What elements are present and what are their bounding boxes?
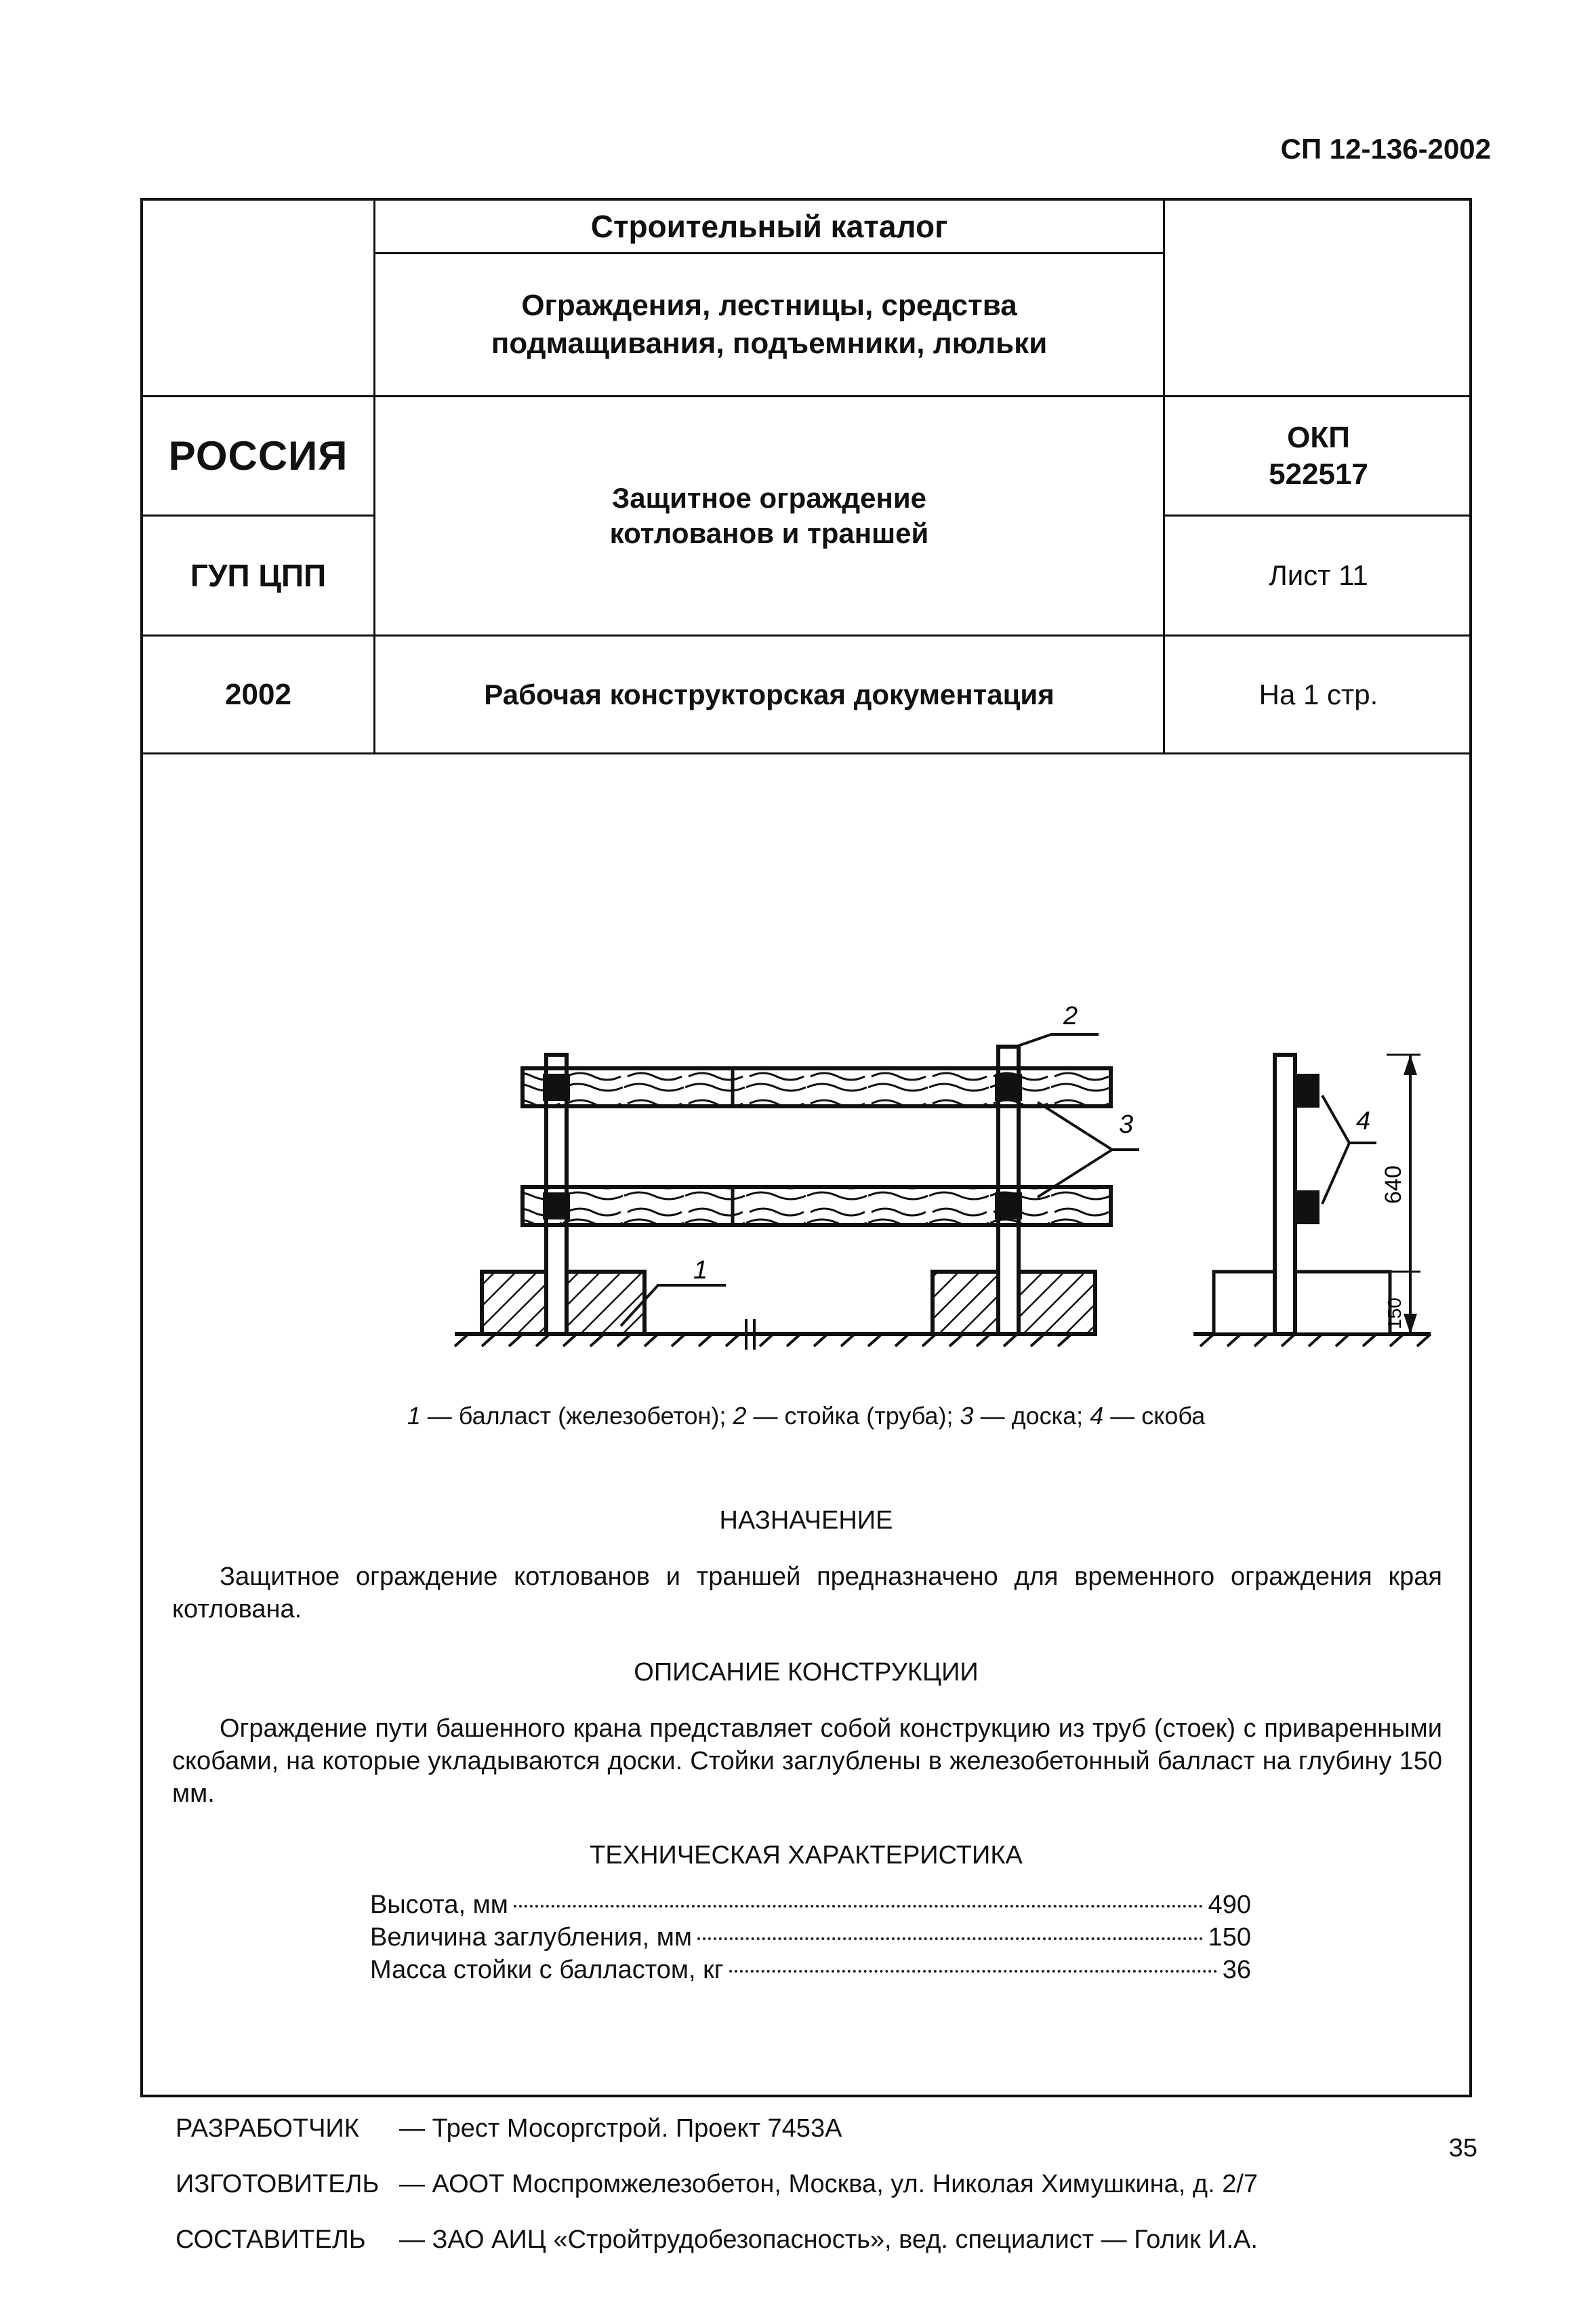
legend-text-3: — доска;	[973, 1402, 1090, 1430]
leader-dots	[514, 1905, 1203, 1908]
okp-block	[1165, 397, 1472, 515]
credit-text: — АООТ Моспромжелезобетон, Москва, ул. Николая Химушкина, д. 2/7	[399, 2170, 1259, 2198]
product-line-2: котлованов и траншей	[609, 517, 929, 549]
legend-text-2: — стойка (труба);	[746, 1402, 960, 1430]
credit-role: РАЗРАБОТЧИК	[176, 2114, 359, 2143]
legend-num-2: 2	[733, 1402, 747, 1430]
grid-line	[143, 752, 1472, 754]
credit-developer	[176, 2112, 1258, 2145]
legend-num-1: 1	[407, 1402, 421, 1430]
board-upper	[523, 1068, 1111, 1106]
document-type: Рабочая конструкторская документация	[484, 678, 1055, 710]
callout-leader-4	[1322, 1095, 1349, 1204]
legend-text-1: — балласт (железобетон);	[420, 1402, 733, 1430]
credit-role: СОСТАВИТЕЛЬ	[176, 2225, 366, 2254]
construction-text: Ограждение пути башенного крана представляет собой конструкцию из труб (стоек) с приваренными скобами, на которые укладываются доски. Стойки заглублены в железобетонный балласт на глубину 150 мм.	[172, 1714, 1442, 1808]
specs-heading: ТЕХНИЧЕСКАЯ ХАРАКТЕРИСТИКА	[590, 1841, 1023, 1870]
credits-block	[176, 2112, 1258, 2279]
bracket	[995, 1192, 1022, 1219]
side-bracket-upper	[1296, 1074, 1319, 1108]
specs-list	[370, 1889, 1251, 1986]
spec-label: Величина заглубления, мм	[370, 1923, 693, 1952]
section-line-1: Ограждения, лестницы, средства	[521, 289, 1017, 322]
credit-role: ИЗГОТОВИТЕЛЬ	[176, 2170, 380, 2198]
spec-row	[370, 1921, 1251, 1954]
drawing-legend	[143, 1402, 1469, 1430]
dimension-label-150: 150	[1384, 1297, 1405, 1329]
spec-value: 36	[1222, 1956, 1251, 1984]
section-line-2: подмащивания, подъемники, люльки	[491, 327, 1048, 360]
credit-manufacturer	[176, 2168, 1258, 2200]
product-line-1: Защитное ограждение	[611, 482, 927, 514]
spec-value: 150	[1208, 1923, 1251, 1952]
document-code: СП 12-136-2002	[1280, 133, 1491, 165]
board-lower	[523, 1187, 1111, 1225]
side-post	[1275, 1055, 1295, 1334]
product-title	[375, 397, 1163, 634]
side-ballast	[1214, 1272, 1390, 1334]
spec-label: Масса стойки с балластом, кг	[370, 1956, 724, 1984]
country-label: РОССИЯ	[168, 433, 348, 479]
credit-compiler	[176, 2223, 1258, 2256]
spec-value: 490	[1208, 1891, 1251, 1919]
page-number: 35	[1448, 2134, 1477, 2162]
okp-code: 522517	[1269, 457, 1368, 491]
legend-num-4: 4	[1090, 1402, 1104, 1430]
leader-dots	[729, 1970, 1217, 1973]
callout-3: 3	[1119, 1110, 1134, 1139]
callout-2: 2	[1063, 1002, 1078, 1030]
dimension-label-640: 640	[1380, 1165, 1406, 1204]
page-count: На 1 стр.	[1259, 678, 1378, 710]
spec-row	[370, 1889, 1251, 1921]
side-bracket-lower	[1296, 1190, 1319, 1224]
spec-row	[370, 1954, 1251, 1986]
bracket	[543, 1074, 570, 1101]
credit-text: — Трест Мосоргстрой. Проект 7453А	[399, 2114, 842, 2143]
purpose-heading: НАЗНАЧЕНИЕ	[719, 1506, 893, 1535]
organization-label: ГУП ЦПП	[190, 558, 327, 593]
leader-dots	[697, 1937, 1203, 1940]
callout-leader-2	[1016, 1034, 1099, 1047]
technical-drawing	[441, 987, 1471, 1380]
spec-label: Высота, мм	[370, 1891, 508, 1919]
credit-text: — ЗАО АИЦ «Стройтрудобезопасность», вед. специалист — Голик И.А.	[399, 2225, 1258, 2254]
callout-1: 1	[693, 1256, 708, 1285]
sheet-number: Лист 11	[1269, 559, 1368, 591]
legend-text-4: — скоба	[1103, 1402, 1206, 1430]
bracket	[543, 1192, 570, 1219]
construction-heading: ОПИСАНИЕ КОНСТРУКЦИИ	[634, 1658, 979, 1687]
year-label: 2002	[225, 677, 291, 711]
section-title	[375, 254, 1163, 395]
catalog-title: Строительный каталог	[590, 209, 948, 244]
purpose-text: Защитное ограждение котлованов и траншей предназначено для временного ограждения края котлована.	[172, 1562, 1442, 1624]
okp-label: ОКП	[1287, 420, 1350, 454]
callout-4: 4	[1356, 1107, 1371, 1135]
legend-num-3: 3	[960, 1402, 974, 1430]
bracket	[995, 1074, 1022, 1101]
